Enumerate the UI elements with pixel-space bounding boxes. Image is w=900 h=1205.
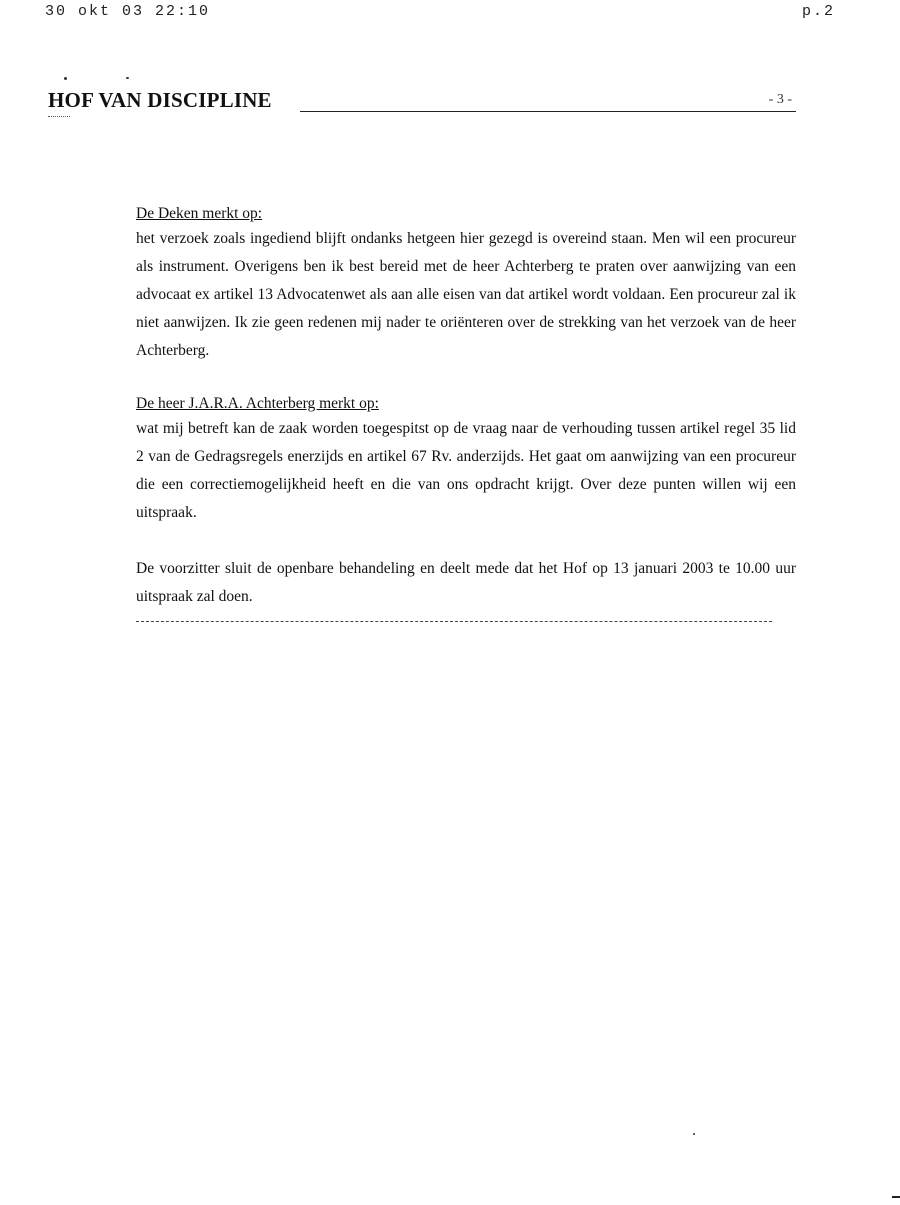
scan-speck bbox=[64, 77, 67, 80]
statement-achterberg bbox=[136, 393, 796, 527]
court-title: HOF VAN DISCIPLINE bbox=[48, 88, 272, 112]
header-rule bbox=[300, 111, 796, 112]
scan-speck bbox=[126, 77, 129, 79]
end-dashed-rule bbox=[136, 621, 772, 622]
closing-statement: De voorzitter sluit de openbare behandeling en deelt mede dat het Hof op 13 januari 2003 te 10.00 uur uitspraak zal doen. bbox=[136, 560, 796, 605]
court-letterhead bbox=[48, 88, 796, 116]
fax-timestamp: 30 okt 03 22:10 bbox=[45, 3, 211, 20]
header-dotted-mark bbox=[48, 116, 70, 117]
document-body bbox=[136, 203, 796, 622]
statement-text: wat mij betreft kan de zaak worden toegespitst op de vraag naar de verhouding tussen artikel regel 35 lid 2 van de Gedragsregels enerzijds en artikel 67 Rv. anderzijds. Het gaat om aanwijzing van een procureur die een correctiemogelijkheid heeft en die van ons opdracht krijgt. Over deze punten willen wij een uitspraak. bbox=[136, 420, 796, 521]
document-page-number: - 3 - bbox=[768, 92, 792, 107]
speaker-label: De heer J.A.R.A. Achterberg merkt op: bbox=[136, 395, 379, 412]
speaker-label: De Deken merkt op: bbox=[136, 205, 263, 222]
fax-transmission-header bbox=[45, 3, 835, 23]
fax-page-number: p.2 bbox=[801, 3, 835, 20]
margin-mark bbox=[892, 1196, 900, 1198]
scan-speck bbox=[693, 1133, 695, 1135]
statement-deken bbox=[136, 203, 796, 365]
statement-text: het verzoek zoals ingediend blijft ondanks hetgeen hier gezegd is overeind staan. Men wil een procureur als instrument. Overigens ben ik best bereid met de heer Achterberg te praten over aanwijzing van een advocaat ex artikel 13 Advocatenwet als aan alle eisen van dat artikel wordt voldaan. Een procureur zal ik niet aanwijzen. Ik zie geen redenen mij nader te oriënteren over de strekking van het verzoek van de heer Achterberg. bbox=[136, 230, 796, 359]
